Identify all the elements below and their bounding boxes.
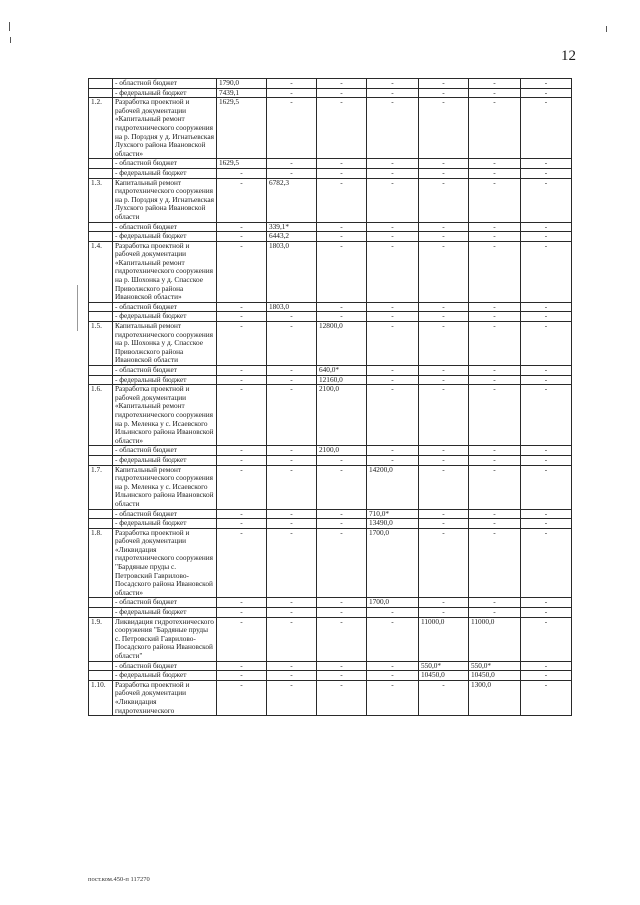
value-cell: - [367, 232, 419, 242]
value-cell: 1700,0 [367, 598, 419, 608]
value-cell: 339,1* [267, 222, 317, 232]
value-cell: - [217, 375, 267, 385]
row-name: - областной бюджет [113, 661, 217, 671]
value-cell: - [521, 232, 572, 242]
value-cell: - [367, 375, 419, 385]
value-cell: - [217, 222, 267, 232]
value-cell: - [521, 598, 572, 608]
value-cell: - [367, 455, 419, 465]
value-cell: - [367, 680, 419, 715]
row-number [89, 455, 113, 465]
value-cell: - [521, 385, 572, 446]
table-row [89, 159, 572, 169]
value-cell: - [469, 598, 521, 608]
value-cell: - [367, 608, 419, 618]
row-name: - областной бюджет [113, 366, 217, 376]
value-cell: - [367, 671, 419, 681]
value-cell: - [469, 232, 521, 242]
value-cell: - [521, 222, 572, 232]
table-row [89, 465, 572, 509]
value-cell: - [217, 302, 267, 312]
table-row [89, 617, 572, 661]
row-name: - областной бюджет [113, 509, 217, 519]
value-cell: - [521, 366, 572, 376]
value-cell: - [521, 519, 572, 529]
row-number: 1.2. [89, 98, 113, 159]
value-cell: - [267, 598, 317, 608]
scan-mark [9, 22, 10, 31]
table-row [89, 322, 572, 366]
table-row [89, 168, 572, 178]
value-cell: - [217, 671, 267, 681]
value-cell: - [521, 680, 572, 715]
value-cell: - [469, 88, 521, 98]
value-cell: - [469, 385, 521, 446]
table-row [89, 661, 572, 671]
value-cell: - [267, 509, 317, 519]
value-cell: 11000,0 [419, 617, 469, 661]
value-cell: - [317, 98, 367, 159]
value-cell: - [367, 617, 419, 661]
value-cell: - [419, 366, 469, 376]
value-cell: - [267, 671, 317, 681]
value-cell: - [317, 178, 367, 222]
value-cell: - [419, 608, 469, 618]
value-cell: - [217, 608, 267, 618]
row-number: 1.3. [89, 178, 113, 222]
value-cell: - [419, 241, 469, 302]
row-name: - областной бюджет [113, 79, 217, 89]
value-cell: - [469, 455, 521, 465]
value-cell: - [419, 680, 469, 715]
row-number [89, 222, 113, 232]
value-cell: 1700,0 [367, 528, 419, 598]
value-cell: - [267, 617, 317, 661]
value-cell: - [469, 366, 521, 376]
value-cell: - [317, 79, 367, 89]
value-cell: - [521, 671, 572, 681]
scan-mark [606, 26, 607, 32]
value-cell: - [267, 385, 317, 446]
value-cell: - [317, 509, 367, 519]
value-cell: - [521, 661, 572, 671]
value-cell: - [217, 322, 267, 366]
row-name: Капитальный ремонт гидротехнического сооружения на р. Меленка у с. Исаевского Ильинского района Ивановской области [113, 465, 217, 509]
value-cell: - [367, 79, 419, 89]
value-cell: - [521, 168, 572, 178]
table-row [89, 446, 572, 456]
value-cell: - [521, 79, 572, 89]
value-cell: - [267, 661, 317, 671]
table-row [89, 222, 572, 232]
value-cell: - [419, 232, 469, 242]
value-cell: - [419, 509, 469, 519]
value-cell: - [267, 322, 317, 366]
page-number: 12 [561, 48, 576, 64]
value-cell: - [419, 375, 469, 385]
value-cell: - [419, 598, 469, 608]
value-cell: - [521, 465, 572, 509]
value-cell: 710,0* [367, 509, 419, 519]
table-row [89, 598, 572, 608]
table-row [89, 680, 572, 715]
value-cell: - [267, 608, 317, 618]
value-cell: - [267, 455, 317, 465]
value-cell: - [521, 159, 572, 169]
value-cell: - [469, 302, 521, 312]
value-cell: - [317, 88, 367, 98]
value-cell: - [317, 617, 367, 661]
value-cell: - [419, 302, 469, 312]
value-cell: - [469, 528, 521, 598]
value-cell: - [317, 465, 367, 509]
row-name: Ликвидация гидротехнического сооружения "Бардяные пруды с. Петровский Гаврилово-Посадского района Ивановской области" [113, 617, 217, 661]
value-cell: - [521, 241, 572, 302]
value-cell: - [521, 312, 572, 322]
value-cell: - [469, 312, 521, 322]
row-name: - федеральный бюджет [113, 168, 217, 178]
row-number: 1.8. [89, 528, 113, 598]
value-cell: - [419, 446, 469, 456]
value-cell: 2100,0 [317, 385, 367, 446]
value-cell: - [317, 598, 367, 608]
value-cell: - [469, 509, 521, 519]
row-name: - федеральный бюджет [113, 88, 217, 98]
value-cell: - [217, 312, 267, 322]
value-cell: - [367, 168, 419, 178]
value-cell: - [267, 528, 317, 598]
value-cell: - [217, 232, 267, 242]
table-row [89, 455, 572, 465]
row-number: 1.7. [89, 465, 113, 509]
table-row [89, 302, 572, 312]
row-number [89, 302, 113, 312]
value-cell: - [217, 366, 267, 376]
row-name: - федеральный бюджет [113, 608, 217, 618]
value-cell: - [217, 241, 267, 302]
value-cell: - [217, 598, 267, 608]
value-cell: - [469, 446, 521, 456]
value-cell: - [217, 385, 267, 446]
value-cell: - [419, 322, 469, 366]
value-cell: - [419, 79, 469, 89]
row-name: Разработка проектной и рабочей документации «Капитальный ремонт гидротехнического сооружения на р. Порздня у д. Игнатьевская Лухского района Ивановской области» [113, 98, 217, 159]
value-cell: 2100,0 [317, 446, 367, 456]
value-cell: 6443,2 [267, 232, 317, 242]
value-cell: - [267, 159, 317, 169]
row-name: Разработка проектной и рабочей документации «Капитальный ремонт гидротехнического сооружения на р. Меленка у с. Исаевского Ильинского района Ивановской области» [113, 385, 217, 446]
value-cell: - [469, 322, 521, 366]
value-cell: 12160,0 [317, 375, 367, 385]
row-name: Капитальный ремонт гидротехнического сооружения на р. Порздня у д. Игнатьевская Лухского района Ивановской области [113, 178, 217, 222]
row-number [89, 661, 113, 671]
value-cell: - [469, 222, 521, 232]
row-number [89, 232, 113, 242]
value-cell: - [317, 680, 367, 715]
table-row [89, 608, 572, 618]
value-cell: - [267, 79, 317, 89]
row-name: - федеральный бюджет [113, 671, 217, 681]
value-cell: - [317, 661, 367, 671]
table-row [89, 178, 572, 222]
row-number [89, 519, 113, 529]
value-cell: - [419, 465, 469, 509]
value-cell: - [317, 168, 367, 178]
value-cell: 12800,0 [317, 322, 367, 366]
value-cell: - [317, 608, 367, 618]
value-cell: 640,0* [317, 366, 367, 376]
row-number [89, 366, 113, 376]
value-cell: - [267, 446, 317, 456]
value-cell: - [469, 178, 521, 222]
value-cell: - [419, 178, 469, 222]
value-cell: 550,0* [469, 661, 521, 671]
row-name: - федеральный бюджет [113, 455, 217, 465]
row-number [89, 159, 113, 169]
value-cell: 6782,3 [267, 178, 317, 222]
budget-table-body [89, 79, 572, 716]
value-cell: - [469, 79, 521, 89]
value-cell: - [217, 168, 267, 178]
scan-mark [10, 37, 11, 43]
value-cell: - [267, 375, 317, 385]
value-cell: - [521, 608, 572, 618]
row-number: 1.6. [89, 385, 113, 446]
value-cell: - [469, 608, 521, 618]
value-cell: - [419, 519, 469, 529]
value-cell: - [317, 671, 367, 681]
value-cell: - [267, 88, 317, 98]
value-cell: - [419, 159, 469, 169]
row-number [89, 608, 113, 618]
value-cell: - [367, 312, 419, 322]
value-cell: - [367, 88, 419, 98]
row-number: 1.5. [89, 322, 113, 366]
value-cell: - [217, 509, 267, 519]
row-name: - областной бюджет [113, 446, 217, 456]
value-cell: 1790,0 [217, 79, 267, 89]
value-cell: - [217, 519, 267, 529]
value-cell: - [469, 98, 521, 159]
table-row [89, 98, 572, 159]
value-cell: - [267, 98, 317, 159]
value-cell: - [317, 241, 367, 302]
value-cell: - [317, 159, 367, 169]
scan-mark [77, 285, 78, 331]
value-cell: - [267, 312, 317, 322]
row-number [89, 88, 113, 98]
value-cell: 1803,0 [267, 241, 317, 302]
value-cell: - [217, 661, 267, 671]
value-cell: - [317, 528, 367, 598]
row-number: 1.10. [89, 680, 113, 715]
budget-table [88, 78, 572, 716]
value-cell: - [521, 446, 572, 456]
table-row [89, 375, 572, 385]
value-cell: - [521, 302, 572, 312]
value-cell: - [419, 455, 469, 465]
value-cell: - [367, 322, 419, 366]
row-name: - областной бюджет [113, 302, 217, 312]
value-cell: - [217, 455, 267, 465]
value-cell: 1629,5 [217, 159, 267, 169]
value-cell: - [317, 302, 367, 312]
value-cell: - [217, 528, 267, 598]
value-cell: 10450,0 [419, 671, 469, 681]
value-cell: - [521, 375, 572, 385]
row-name: - областной бюджет [113, 222, 217, 232]
table-row [89, 312, 572, 322]
value-cell: - [469, 241, 521, 302]
value-cell: - [521, 528, 572, 598]
value-cell: - [367, 178, 419, 222]
value-cell: - [521, 178, 572, 222]
value-cell: - [267, 465, 317, 509]
value-cell: 11000,0 [469, 617, 521, 661]
row-number [89, 446, 113, 456]
value-cell: - [317, 519, 367, 529]
value-cell: - [419, 385, 469, 446]
table-row [89, 232, 572, 242]
value-cell: - [419, 98, 469, 159]
value-cell: - [367, 446, 419, 456]
value-cell: 1629,5 [217, 98, 267, 159]
value-cell: - [367, 385, 419, 446]
row-number [89, 671, 113, 681]
value-cell: 1803,0 [267, 302, 317, 312]
value-cell: - [521, 98, 572, 159]
row-name: Разработка проектной и рабочей документации «Капитальный ремонт гидротехнического сооружения на р. Шохонка у д. Спасское Приволжского района Ивановской области» [113, 241, 217, 302]
row-name: Разработка проектной и рабочей документации «Ликвидация гидротехнического [113, 680, 217, 715]
value-cell: 14200,0 [367, 465, 419, 509]
table-row [89, 519, 572, 529]
value-cell: - [367, 302, 419, 312]
value-cell: - [469, 168, 521, 178]
row-name: - федеральный бюджет [113, 312, 217, 322]
value-cell: - [217, 465, 267, 509]
value-cell: - [367, 222, 419, 232]
table-row [89, 385, 572, 446]
row-number [89, 79, 113, 89]
value-cell: - [267, 519, 317, 529]
value-cell: - [521, 322, 572, 366]
row-name: Разработка проектной и рабочей документации «Ликвидация гидротехнического сооружения "Бардяные пруды с. Петровский Гаврилово-Посадского района Ивановской области» [113, 528, 217, 598]
row-number [89, 168, 113, 178]
row-number [89, 375, 113, 385]
value-cell: - [469, 465, 521, 509]
value-cell: - [267, 168, 317, 178]
row-number [89, 598, 113, 608]
value-cell: - [217, 680, 267, 715]
value-cell: - [521, 617, 572, 661]
value-cell: - [317, 222, 367, 232]
value-cell: 1300,0 [469, 680, 521, 715]
value-cell: - [521, 88, 572, 98]
row-name: - федеральный бюджет [113, 519, 217, 529]
value-cell: - [419, 528, 469, 598]
value-cell: 550,0* [419, 661, 469, 671]
row-name: - областной бюджет [113, 159, 217, 169]
value-cell: - [317, 312, 367, 322]
value-cell: - [521, 455, 572, 465]
value-cell: - [367, 661, 419, 671]
value-cell: - [419, 312, 469, 322]
value-cell: - [469, 375, 521, 385]
value-cell: - [419, 222, 469, 232]
table-row [89, 88, 572, 98]
row-name: - федеральный бюджет [113, 375, 217, 385]
row-number: 1.9. [89, 617, 113, 661]
row-name: Капитальный ремонт гидротехнического сооружения на р. Шохонка у д. Спасское Приволжского района Ивановской области [113, 322, 217, 366]
footer-code: пост.ком.450-п 117270 [88, 876, 150, 883]
value-cell: - [217, 178, 267, 222]
table-row [89, 366, 572, 376]
value-cell: - [367, 241, 419, 302]
value-cell: - [317, 232, 367, 242]
table-row [89, 528, 572, 598]
table-row [89, 241, 572, 302]
value-cell: - [217, 446, 267, 456]
value-cell: - [317, 455, 367, 465]
table-row [89, 79, 572, 89]
value-cell: - [419, 168, 469, 178]
value-cell: - [217, 617, 267, 661]
value-cell: - [419, 88, 469, 98]
row-name: - областной бюджет [113, 598, 217, 608]
row-number: 1.4. [89, 241, 113, 302]
table-row [89, 509, 572, 519]
row-number [89, 509, 113, 519]
value-cell: - [367, 366, 419, 376]
row-number [89, 312, 113, 322]
row-name: - федеральный бюджет [113, 232, 217, 242]
value-cell: 10450,0 [469, 671, 521, 681]
value-cell: - [367, 159, 419, 169]
value-cell: - [367, 98, 419, 159]
value-cell: - [469, 519, 521, 529]
value-cell: - [267, 366, 317, 376]
value-cell: - [469, 159, 521, 169]
value-cell: 13490,0 [367, 519, 419, 529]
value-cell: 7439,1 [217, 88, 267, 98]
table-row [89, 671, 572, 681]
value-cell: - [521, 509, 572, 519]
value-cell: - [267, 680, 317, 715]
